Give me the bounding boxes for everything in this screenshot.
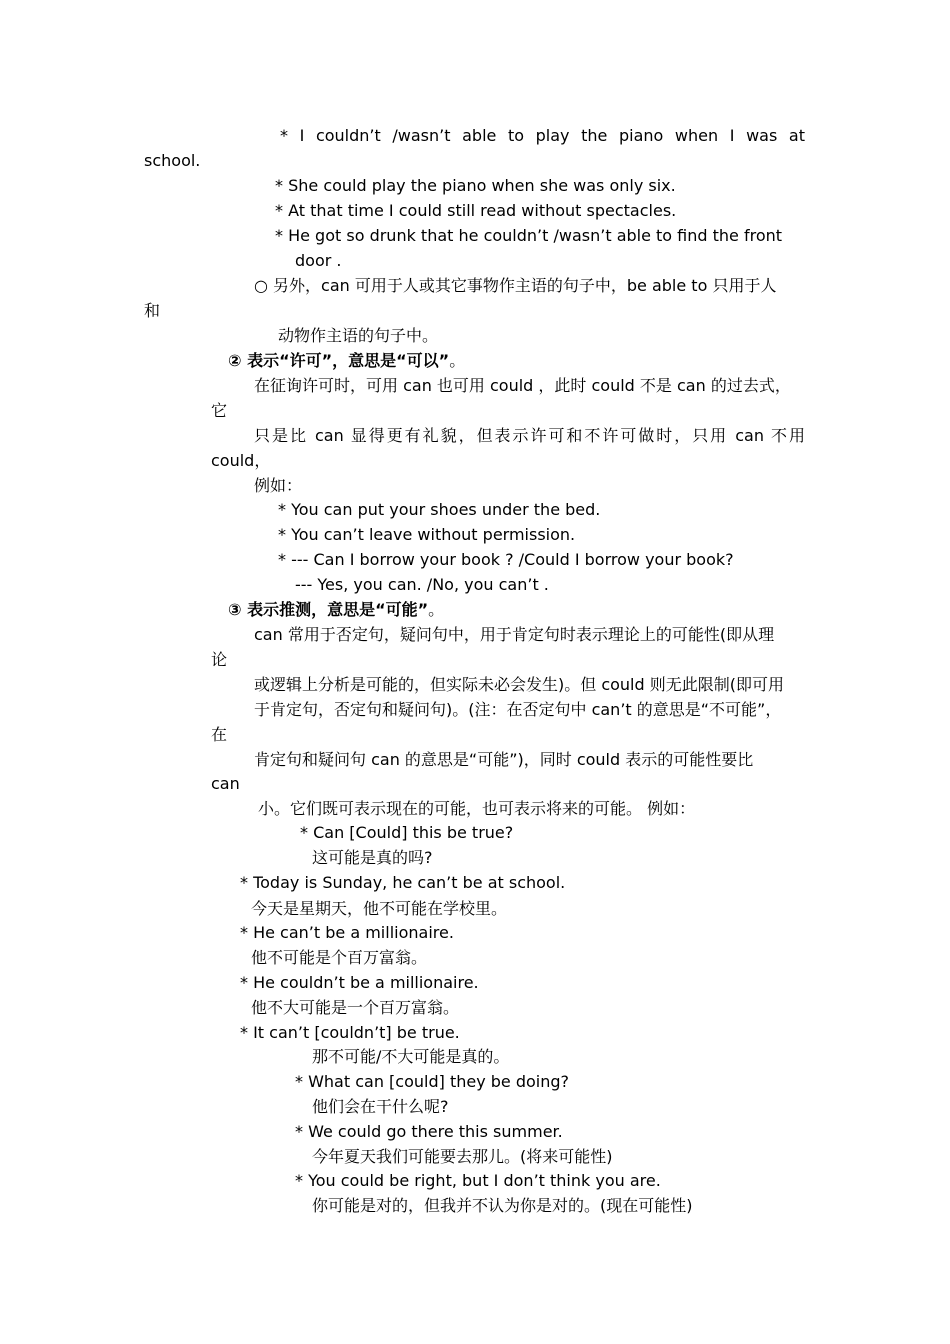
text-line: * You can’t leave without permission. — [278, 525, 576, 544]
text-line: 小。它们既可表示现在的可能，也可表示将来的可能。 例如： — [258, 799, 696, 818]
section-heading-punct: 。 — [449, 351, 466, 370]
text-line: can — [211, 774, 240, 793]
text-line: 和 — [144, 301, 161, 320]
text-line: * Today is Sunday, he can’t be at school. — [240, 873, 566, 892]
text-line: 在 — [211, 725, 228, 744]
section-heading — [228, 351, 465, 371]
text-line: could， — [211, 451, 271, 470]
text-line: 只是比 can 显得更有礼貌，但表示许可和不许可做时，只用 can 不用 — [254, 426, 805, 445]
text-line: * What can [could] they be doing? — [295, 1072, 570, 1091]
text-line: * It can’t [couldn’t] be true. — [240, 1023, 460, 1042]
text-line: * He couldn’t be a millionaire. — [240, 973, 479, 992]
text-line: * Can [Could] this be true? — [300, 823, 514, 842]
text-line: * He can’t be a millionaire. — [240, 923, 454, 942]
text-line: 论 — [211, 650, 228, 669]
text-line: * I couldn’t /wasn’t able to play the piano when I was at — [280, 126, 805, 145]
text-line: * --- Can I borrow your book ? /Could I borrow your book? — [278, 550, 734, 569]
text-line: * You can put your shoes under the bed. — [278, 500, 601, 519]
text-line: * At that time I could still read without spectacles. — [275, 201, 677, 220]
text-line: 这可能是真的吗? — [312, 848, 433, 867]
text-line: 或逻辑上分析是可能的，但实际未必会发生)。但 could 则无此限制(即可用 — [254, 675, 784, 694]
text-line: 例如： — [254, 476, 303, 495]
text-line: 动物作主语的句子中。 — [278, 326, 439, 345]
text-line: 今天是星期天，他不可能在学校里。 — [251, 899, 508, 918]
section-heading — [228, 600, 444, 620]
text-line: 今年夏天我们可能要去那儿。(将来可能性) — [312, 1147, 613, 1166]
text-line: 他们会在干什么呢? — [312, 1097, 449, 1116]
text-line: school. — [144, 151, 201, 170]
section-heading-text: ③ 表示推测，意思是“可能” — [228, 600, 429, 619]
text-line: --- Yes, you can. /No, you can’t . — [295, 575, 549, 594]
text-line: 肯定句和疑问句 can 的意思是“可能”)，同时 could 表示的可能性要比 — [254, 750, 754, 769]
text-line: * You could be right, but I don’t think you are. — [295, 1171, 661, 1190]
text-line: 它 — [211, 401, 228, 420]
text-line: 于肯定句，否定句和疑问句)。(注：在否定句中 can’t 的意思是“不可能”， — [254, 700, 782, 719]
text-line: * He got so drunk that he couldn’t /wasn’t able to find the front — [275, 226, 783, 245]
section-heading-punct: 。 — [428, 600, 445, 619]
text-line: 那不可能/不大可能是真的。 — [312, 1047, 510, 1066]
text-line: can 常用于否定句，疑问句中，用于肯定句时表示理论上的可能性(即从理 — [254, 625, 775, 644]
text-line: * She could play the piano when she was only six. — [275, 176, 676, 195]
section-heading-text: ② 表示“许可”，意思是“可以” — [228, 351, 450, 370]
text-line: 他不大可能是一个百万富翁。 — [251, 998, 460, 1017]
text-line: 你可能是对的，但我并不认为你是对的。(现在可能性) — [312, 1196, 693, 1215]
text-line: 在征询许可时，可用 can 也可用 could ，此时 could 不是 can 的过去式， — [254, 376, 791, 395]
text-line: door . — [295, 251, 342, 270]
text-line: * We could go there this summer. — [295, 1122, 563, 1141]
text-line: 他不可能是个百万富翁。 — [251, 948, 428, 967]
text-line: ○ 另外，can 可用于人或其它事物作主语的句子中，be able to 只用于人 — [254, 276, 777, 295]
